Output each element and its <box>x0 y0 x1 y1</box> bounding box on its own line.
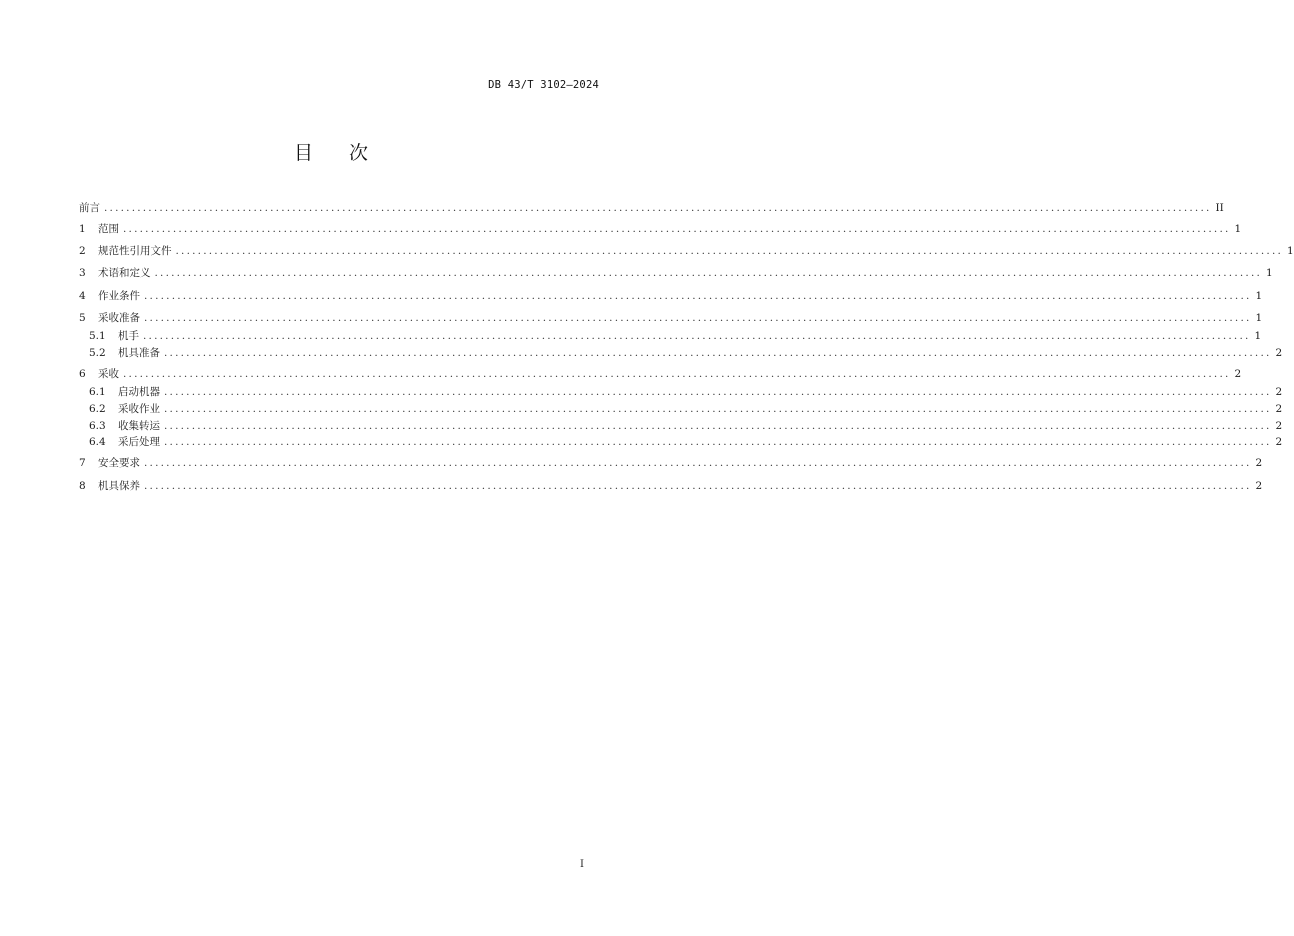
toc-entry-4[interactable] <box>79 288 1263 304</box>
toc-entry-page: 1 <box>1287 245 1294 257</box>
toc-entry-number: 2 <box>79 245 86 257</box>
toc-entry-label: 前言 <box>79 202 100 214</box>
toc-entry-page: 2 <box>1275 403 1283 415</box>
toc-entry-3[interactable] <box>79 265 1273 281</box>
toc-entry-label: 作业条件 <box>98 290 140 302</box>
leader-dots: ........................................................................................................................................................................................................ <box>144 480 1252 492</box>
toc-entry-number: 6.2 <box>89 403 106 415</box>
leader-dots: ........................................................................................................................................................................................................ <box>144 290 1252 302</box>
toc-entry-5-2[interactable] <box>89 345 1283 361</box>
toc-entry-page: 2 <box>1275 436 1283 448</box>
toc-entry-5[interactable] <box>79 310 1263 326</box>
leader-dots: ........................................................................................................................................................................................................ <box>164 436 1272 448</box>
toc-entry-number: 4 <box>79 290 86 302</box>
toc-entry-number: 7 <box>79 457 86 469</box>
toc-entry-page: 2 <box>1255 480 1263 492</box>
toc-entry-6-4[interactable] <box>89 434 1283 450</box>
toc-entry-number: 6 <box>79 368 86 380</box>
toc-entry-label: 采后处理 <box>118 436 160 448</box>
toc-entry-label: 范围 <box>98 223 119 235</box>
leader-dots: ........................................................................................................................................................................................................ <box>144 457 1252 469</box>
toc-entry-number: 6.3 <box>89 420 106 432</box>
toc-entry-number: 3 <box>79 267 86 279</box>
leader-dots: ........................................................................................................................................................................................................ <box>164 403 1272 415</box>
toc-entry-page: 1 <box>1234 223 1242 235</box>
toc-entry-8[interactable] <box>79 478 1263 494</box>
toc-entry-label: 机具准备 <box>118 347 160 359</box>
toc-entry-number: 5.2 <box>89 347 106 359</box>
toc-entry-page: 2 <box>1275 386 1283 398</box>
leader-dots: ........................................................................................................................................................................................................ <box>164 347 1272 359</box>
toc-entry-page: II <box>1215 202 1224 214</box>
toc-entry-number: 5.1 <box>89 330 106 342</box>
toc-entry-page: 1 <box>1254 330 1262 342</box>
leader-dots: ........................................................................................................................................................................................................ <box>164 386 1272 398</box>
toc-entry-6-2[interactable] <box>89 401 1283 417</box>
toc-entry-5-1[interactable] <box>89 328 1262 344</box>
toc-entry-label: 机具保养 <box>98 480 140 492</box>
leader-dots: ........................................................................................................................................................................................................ <box>164 420 1272 432</box>
toc-entry-label: 收集转运 <box>118 420 160 432</box>
toc-entry-label: 启动机器 <box>118 386 160 398</box>
toc-entry-number: 1 <box>79 223 86 235</box>
toc-entry-label: 术语和定义 <box>98 267 151 279</box>
leader-dots: ........................................................................................................................................................................................................ <box>175 245 1284 257</box>
toc-entry-number: 6.4 <box>89 436 106 448</box>
title-char-1: 目 <box>293 142 313 164</box>
leader-dots: ........................................................................................................................................................................................................ <box>104 202 1212 214</box>
title-char-2: 次 <box>349 142 369 164</box>
toc-entry-6-1[interactable] <box>89 384 1283 400</box>
toc-entry-label: 机手 <box>118 330 139 342</box>
toc-entry-number: 8 <box>79 480 86 492</box>
leader-dots: ........................................................................................................................................................................................................ <box>143 330 1251 342</box>
toc-entry-2[interactable] <box>79 243 1294 259</box>
toc-entry-page: 2 <box>1275 420 1283 432</box>
toc-entry-page: 1 <box>1255 290 1263 302</box>
leader-dots: ........................................................................................................................................................................................................ <box>154 267 1263 279</box>
toc-entry-page: 1 <box>1255 312 1263 324</box>
toc-entry-label: 采收准备 <box>98 312 140 324</box>
leader-dots: ........................................................................................................................................................................................................ <box>123 368 1231 380</box>
toc-entry-1[interactable] <box>79 221 1242 237</box>
standard-code: DB 43/T 3102—2024 <box>488 79 599 91</box>
toc-entry-label: 采收 <box>98 368 119 380</box>
toc-entry-label: 采收作业 <box>118 403 160 415</box>
toc-entry-7[interactable] <box>79 455 1263 471</box>
toc-entry-label: 规范性引用文件 <box>98 245 172 257</box>
toc-entry-number: 6.1 <box>89 386 106 398</box>
toc-entry-label: 安全要求 <box>98 457 140 469</box>
toc-entry-foreword[interactable] <box>79 200 1224 216</box>
toc-entry-6[interactable] <box>79 366 1242 382</box>
toc-entry-page: 2 <box>1234 368 1242 380</box>
toc-entry-page: 2 <box>1275 347 1283 359</box>
toc-entry-number: 5 <box>79 312 86 324</box>
toc-entry-page: 2 <box>1255 457 1263 469</box>
page-title <box>0 138 662 165</box>
leader-dots: ........................................................................................................................................................................................................ <box>123 223 1231 235</box>
toc-entry-6-3[interactable] <box>89 418 1283 434</box>
page-number: I <box>580 859 584 870</box>
toc-entry-page: 1 <box>1266 267 1273 279</box>
leader-dots: ........................................................................................................................................................................................................ <box>144 312 1252 324</box>
